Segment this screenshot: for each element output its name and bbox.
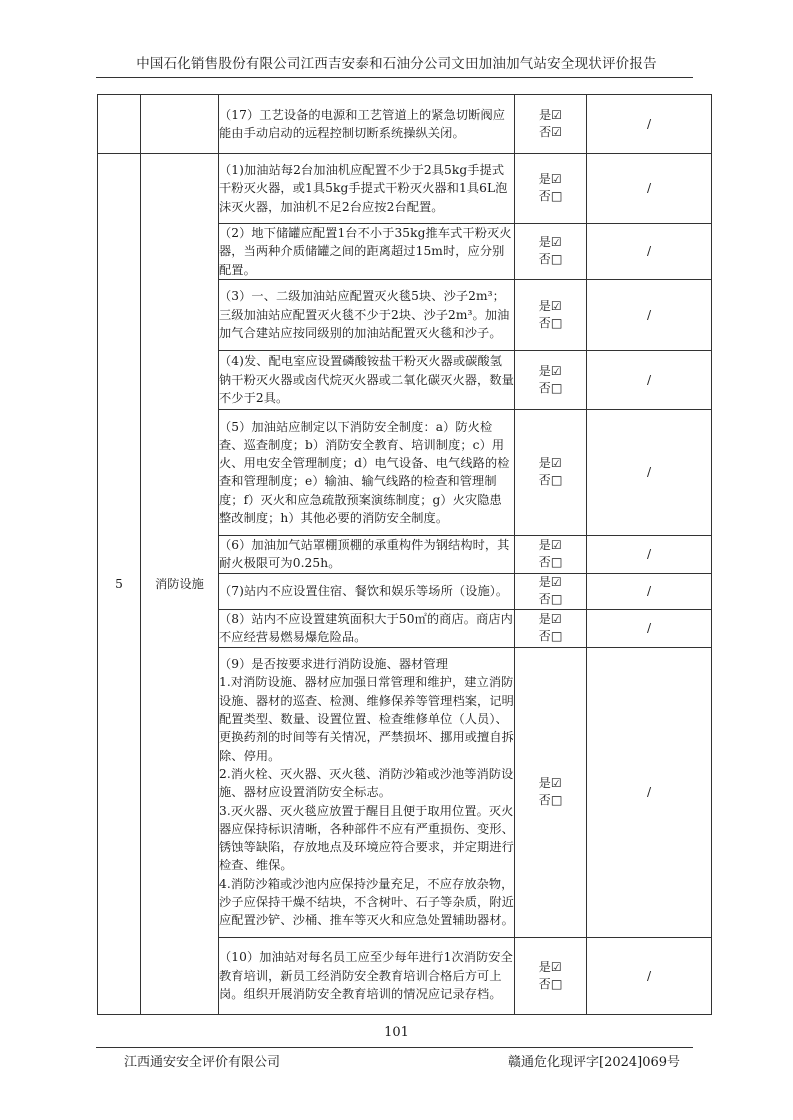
result-no: 否□: [538, 793, 563, 808]
result-yes: 是☑: [538, 235, 562, 250]
evaluation-table: [97, 94, 712, 1015]
result-yes: 是☑: [538, 172, 562, 187]
note-cell: /: [587, 224, 712, 280]
result-yes: 是☑: [538, 456, 562, 471]
footer-company: 江西通安安全评价有限公司: [124, 1055, 281, 1070]
requirement-heading: （9）是否按要求进行消防设施、器材管理: [219, 657, 449, 672]
requirement-cell: [219, 647, 515, 937]
requirement-cell: （8）站内不应设置建筑面积大于50㎡的商店。商店内不应经营易燃易爆危险品。: [219, 609, 515, 647]
requirement-point: 3.灭火器、灭火毯应放置于醒目且便于取用位置。灭火器应保持标识清晰，各种部件不应有严重损伤、变形、锈蚀等缺陷，存放地点及环境应符合要求，并定期进行检查、维保。: [219, 803, 514, 873]
result-no: 否□: [538, 629, 563, 644]
result-no: 否☑: [538, 124, 563, 139]
result-no: 否□: [538, 252, 563, 267]
result-no: 否□: [538, 473, 563, 488]
result-no: 否□: [538, 315, 563, 330]
result-cell: [515, 95, 587, 154]
note-cell: /: [587, 937, 712, 1014]
result-yes: 是☑: [538, 363, 562, 378]
report-header-title: 中国石化销售股份有限公司江西吉安泰和石油分公司文田加油加气站安全现状评价报告: [136, 56, 657, 72]
result-cell: [515, 350, 587, 409]
requirement-cell: （2）地下储罐应配置1台不小于35kg推车式干粉灭火器，当两种介质储罐之间的距离超过15m时，应分别配置。: [219, 224, 515, 280]
requirement-cell: （17）工艺设备的电源和工艺管道上的紧急切断阀应能由手动启动的远程控制切断系统操纵关闭。: [219, 95, 515, 154]
requirement-point: 4.消防沙箱或沙池内应保持沙量充足，不应存放杂物，沙子应保持干燥不结块，不含树叶、石子等杂质，附近应配置沙铲、沙桶、推车等灭火和应急处置辅助器材。: [219, 876, 514, 928]
result-cell: [515, 279, 587, 350]
requirement-cell: （6）加油加气站罩棚顶棚的承重构件为钢结构时，其耐火极限可为0.25h。: [219, 535, 515, 573]
requirement-cell: （5）加油站应制定以下消防安全制度：a）防火检查、巡查制度；b）消防安全教育、培训制度；c）用火、用电安全管理制度；d）电气设备、电气线路的检查和管理制度；e）输油、输气线路的检查和管理制度；f）灭火和应急疏散预案演练制度；g）火灾隐患整改制度；h）其他必要的消防安全制度。: [219, 409, 515, 535]
requirement-cell: （1)加油站每2台加油机应配置不少于2具5kg手提式干粉灭火器，或1具5kg手提式干粉灭火器和1具6L泡沫灭火器，加油机不足2台应按2台配置。: [219, 154, 515, 224]
result-cell: [515, 154, 587, 224]
footer-divider: [96, 1047, 693, 1048]
requirement-cell: （10）加油站对每名员工应至少每年进行1次消防安全教育培训，新员工经消防安全教育培训合格后方可上岗。组织开展消防安全教育培训的情况应记录存档。: [219, 937, 515, 1014]
header-divider: [96, 77, 693, 78]
note-cell: /: [587, 279, 712, 350]
result-yes: 是☑: [538, 298, 562, 313]
note-cell: /: [587, 647, 712, 937]
table-row: [98, 154, 712, 224]
seq-cell: [98, 95, 141, 154]
section-item-name: 消防设施: [141, 154, 219, 1015]
footer-doc-number: 赣通危化现评字[2024]069号: [508, 1055, 681, 1070]
note-cell: /: [587, 95, 712, 154]
result-yes: 是☑: [538, 107, 563, 122]
result-yes: 是☑: [538, 538, 562, 553]
table-row: [98, 95, 712, 154]
result-no: 否□: [538, 592, 563, 607]
requirement-point: 1.对消防设施、器材应加强日常管理和维护，建立消防设施、器材的巡查、检测、维修保养等管理档案，记明配置类型、数量、设置位置、检查维修单位（人员）、更换药剂的时间等有关情况，严禁损坏、挪用或擅自拆除、停用。: [219, 675, 514, 763]
requirement-cell: （7)站内不应设置住宿、餐饮和娱乐等场所（设施）。: [219, 573, 515, 609]
result-yes: 是☑: [538, 959, 562, 974]
result-cell: [515, 409, 587, 535]
note-cell: /: [587, 573, 712, 609]
result-cell: [515, 573, 587, 609]
item-cell: [141, 95, 219, 154]
note-cell: /: [587, 154, 712, 224]
section-number: 5: [98, 154, 141, 1015]
result-yes: 是☑: [538, 575, 562, 590]
result-cell: [515, 937, 587, 1014]
requirement-point: 2.消火栓、灭火器、灭火毯、消防沙箱或沙池等消防设施、器材应设置消防安全标志。: [219, 766, 514, 800]
result-cell: [515, 647, 587, 937]
result-yes: 是☑: [538, 776, 562, 791]
result-no: 否□: [538, 555, 563, 570]
note-cell: /: [587, 535, 712, 573]
result-cell: [515, 609, 587, 647]
result-cell: [515, 224, 587, 280]
result-no: 否□: [538, 976, 563, 991]
result-no: 否□: [538, 380, 563, 395]
page-number: 101: [384, 1025, 409, 1040]
result-cell: [515, 535, 587, 573]
note-cell: /: [587, 409, 712, 535]
requirement-cell: （3）一、二级加油站应配置灭火毯5块、沙子2m³；三级加油站应配置灭火毯不少于2块、沙子2m³。加油加气合建站应按同级别的加油站配置灭火毯和沙子。: [219, 279, 515, 350]
result-no: 否□: [538, 189, 563, 204]
note-cell: /: [587, 609, 712, 647]
note-cell: /: [587, 350, 712, 409]
result-yes: 是☑: [538, 612, 562, 627]
requirement-cell: （4)发、配电室应设置磷酸铵盐干粉灭火器或碳酸氢钠干粉灭火器或卤代烷灭火器或二氧化碳灭火器，数量不少于2具。: [219, 350, 515, 409]
